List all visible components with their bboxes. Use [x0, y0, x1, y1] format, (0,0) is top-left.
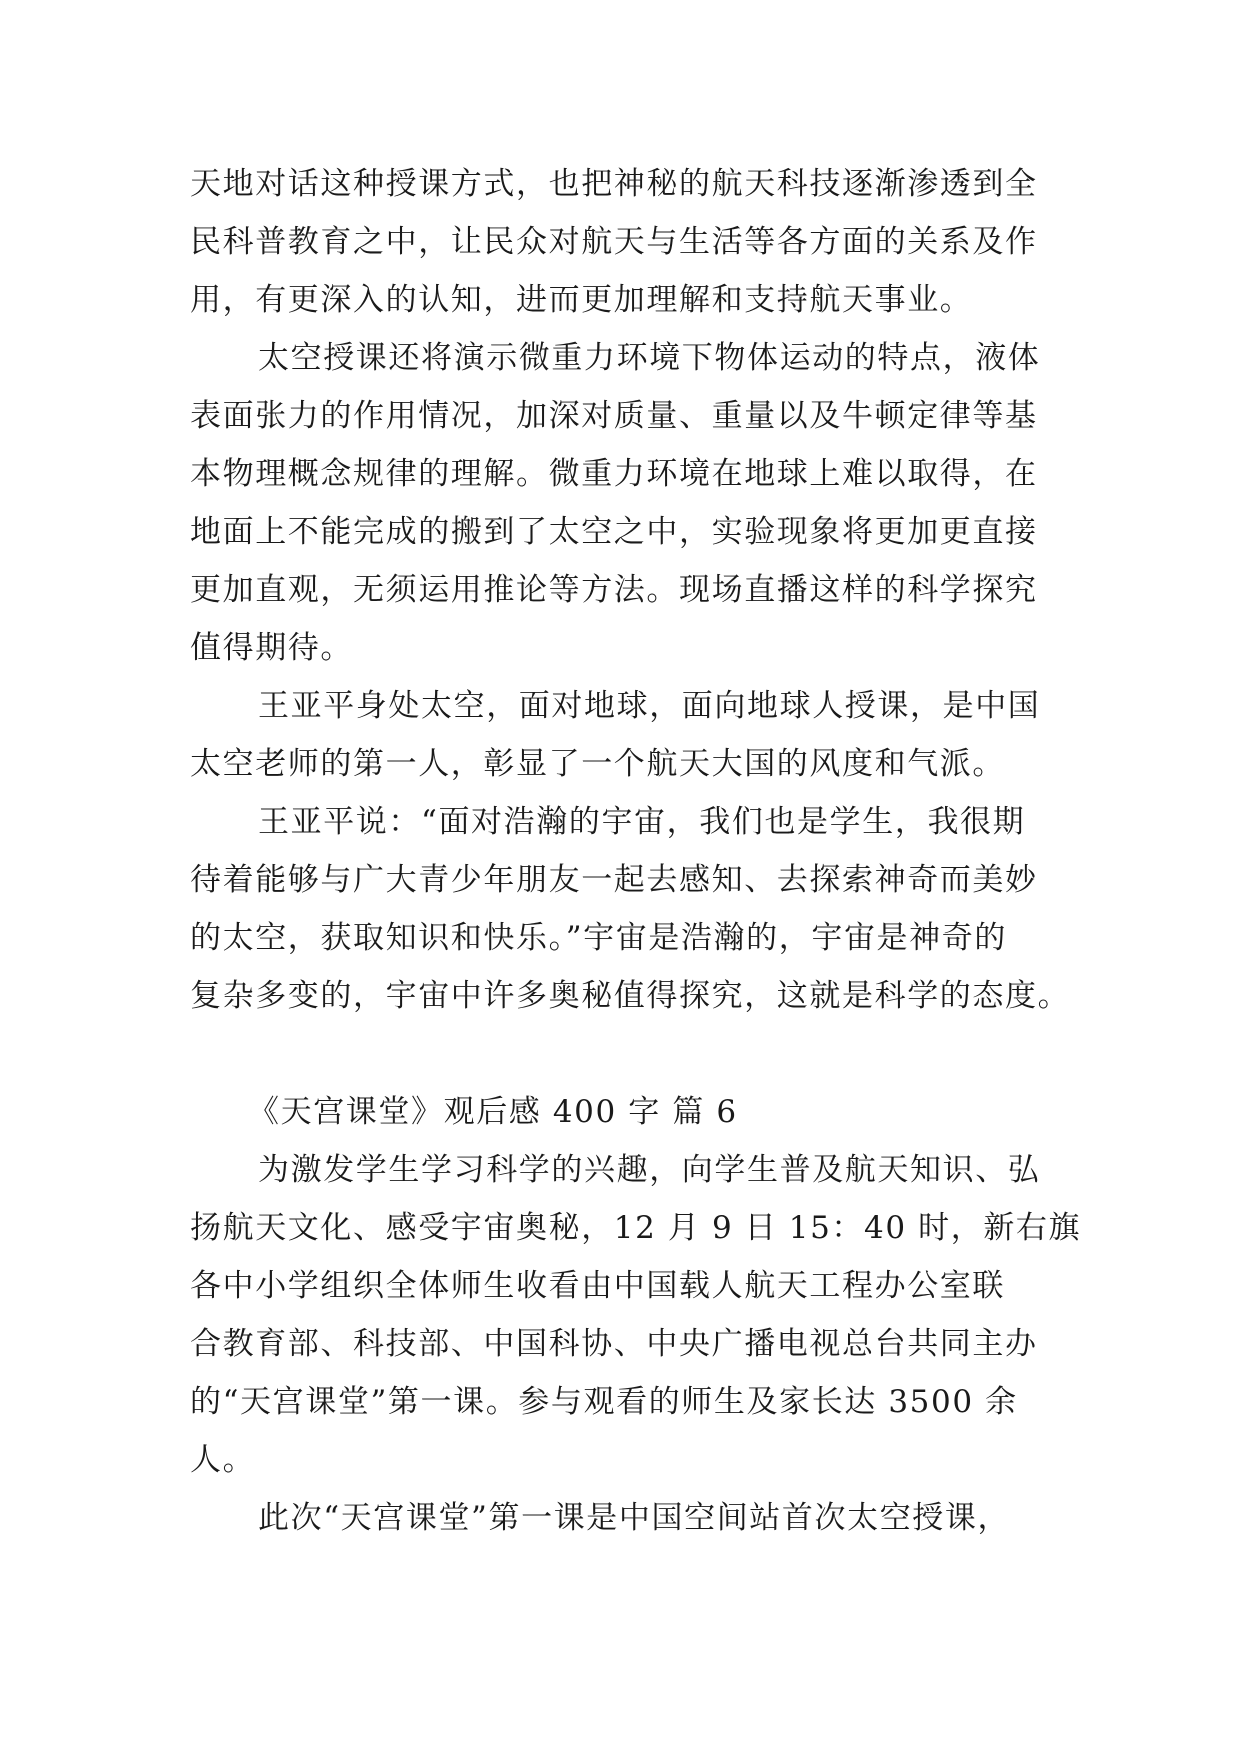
- text-line: 的“天宫课堂”第一课。参与观看的师生及家长达 3500 余: [190, 1384, 1018, 1420]
- text-line: 值得期待。: [190, 630, 353, 666]
- text-line: 表面张力的作用情况，加深对质量、重量以及牛顿定律等基: [190, 398, 1038, 434]
- text-line: 天地对话这种授课方式，也把神秘的航天科技逐渐渗透到全: [190, 166, 1038, 202]
- text-line: 扬航天文化、感受宇宙奥秘，12 月 9 日 15：40 时，新右旗: [190, 1210, 1082, 1246]
- section-spacer: [190, 1025, 1060, 1083]
- text-line: 王亚平身处太空，面对地球，面向地球人授课，是中国: [258, 688, 1041, 724]
- text-line: 人。: [190, 1442, 256, 1478]
- paragraph: [190, 155, 1060, 329]
- text-line: 各中小学组织全体师生收看由中国载人航天工程办公室联: [190, 1268, 1005, 1304]
- paragraph: [190, 329, 1060, 677]
- text-line: 太空老师的第一人，彰显了一个航天大国的风度和气派。: [190, 746, 1005, 782]
- text-line: 用，有更深入的认知，进而更加理解和支持航天事业。: [190, 282, 973, 318]
- text-line: 的太空，获取知识和快乐。”宇宙是浩瀚的，宇宙是神奇的: [190, 920, 1007, 956]
- text-line: 民科普教育之中，让民众对航天与生活等各方面的关系及作: [190, 224, 1038, 260]
- paragraph: [190, 793, 1071, 1025]
- paragraph: [190, 1489, 1060, 1547]
- section-heading: 《天宫课堂》观后感 400 字 篇 6: [248, 1094, 738, 1130]
- text-line: 合教育部、科技部、中国科协、中央广播电视总台共同主办: [190, 1326, 1038, 1362]
- text-line: 地面上不能完成的搬到了太空之中，实验现象将更加更直接: [190, 514, 1038, 550]
- text-line: 待着能够与广大青少年朋友一起去感知、去探索神奇而美妙: [190, 862, 1038, 898]
- text-line: 王亚平说：“面对浩瀚的宇宙，我们也是学生，我很期: [258, 804, 1026, 840]
- text-line: 复杂多变的，宇宙中许多奥秘值得探究，这就是科学的态度。: [190, 978, 1071, 1014]
- document-body: [190, 155, 1082, 1547]
- paragraph: [190, 1141, 1082, 1489]
- paragraph: [190, 677, 1060, 793]
- text-line: 更加直观，无须运用推论等方法。现场直播这样的科学探究: [190, 572, 1038, 608]
- text-line: 太空授课还将演示微重力环境下物体运动的特点，液体: [258, 340, 1041, 376]
- text-line: 本物理概念规律的理解。微重力环境在地球上难以取得，在: [190, 456, 1038, 492]
- text-line: 此次“天宫课堂”第一课是中国空间站首次太空授课，: [258, 1500, 1011, 1536]
- text-line: 为激发学生学习科学的兴趣，向学生普及航天知识、弘: [258, 1152, 1041, 1188]
